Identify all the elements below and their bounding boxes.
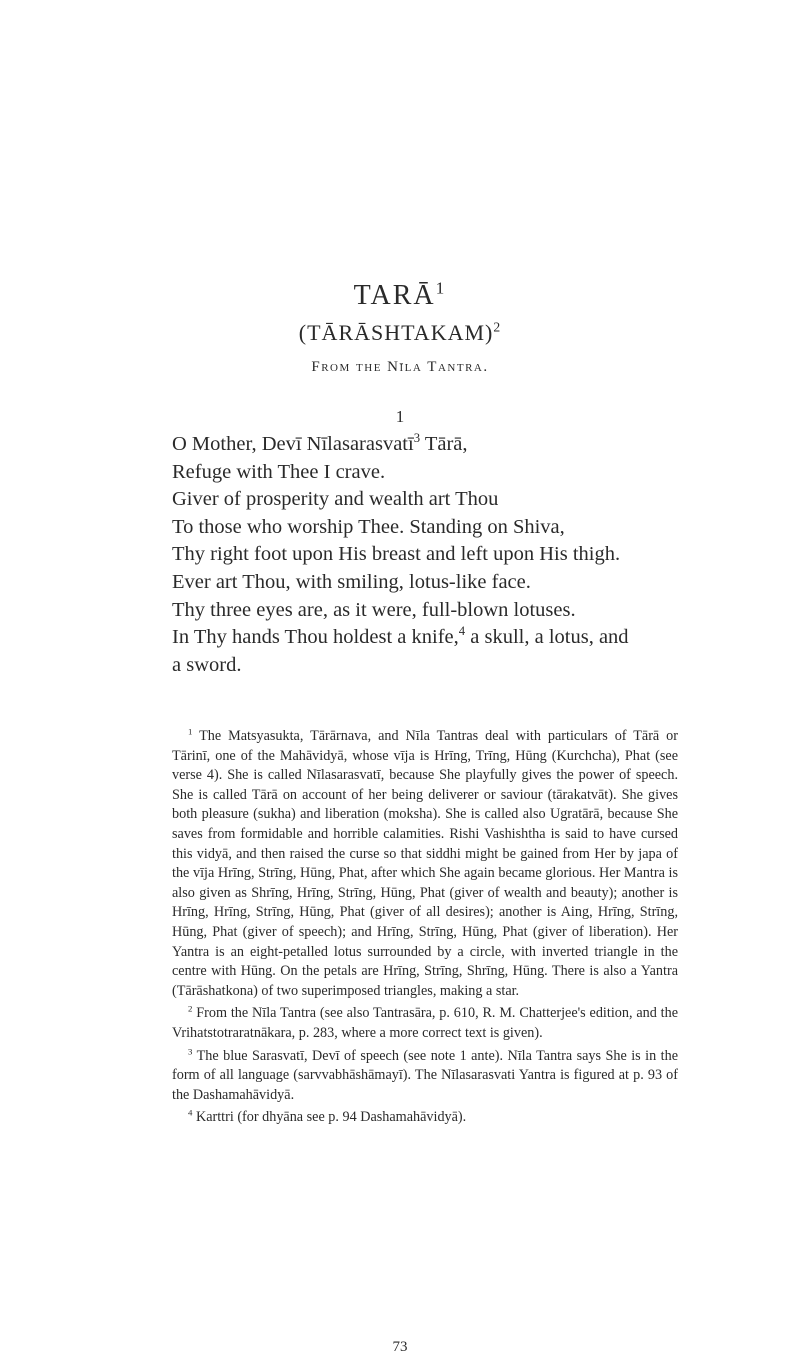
- footnote: [172, 727, 678, 1001]
- footnotes: [172, 727, 678, 1131]
- verse-line: [172, 541, 692, 569]
- footnote-ref: 4: [458, 624, 466, 639]
- verse-line: [172, 459, 692, 487]
- hymn-title: [0, 278, 800, 311]
- source-line: From the Nīla Tantra.: [311, 359, 489, 375]
- verse-line: [172, 514, 692, 542]
- verse-block: [172, 431, 692, 679]
- footnote-text: Karttri (for dhyāna see p. 94 Dashamahāvidyā).: [195, 1109, 467, 1126]
- footnote-marker: 2: [188, 1003, 193, 1014]
- verse-line-text: Giver of prosperity and wealth art Thou: [172, 488, 499, 511]
- verse-line-text: In Thy hands Thou holdest a knife,: [172, 626, 459, 649]
- verse-line-text: Thy three eyes are, as it were, full-blown lotuses.: [172, 598, 576, 621]
- footnote-text: The blue Sarasvatī, Devī of speech (see note 1 ante). Nīla Tantra says She is in the form of all language (sarvvabhāshāmayī). The Nīlasarasvati Yantra is figured at p. 93 of the Dashamahāvidyā.: [172, 1047, 678, 1103]
- verse-line: [172, 597, 692, 625]
- footnote: [172, 1108, 678, 1128]
- verse-line-text: To those who worship Thee. Standing on Shiva,: [172, 515, 565, 538]
- verse-line-text: Tārā,: [420, 433, 468, 455]
- verse-line: [172, 486, 692, 514]
- hymn-subtitle-text: (TĀRĀSHTAKAM): [298, 320, 494, 345]
- verse-line: [172, 652, 692, 680]
- verse-line-text: O Mother, Devī Nīlasarasvatī: [172, 433, 414, 455]
- footnote-marker: 3: [188, 1045, 193, 1056]
- verse-line-text: Refuge with Thee I crave.: [172, 460, 386, 483]
- page-number: 73: [392, 1339, 408, 1355]
- verse-line-text: a skull, a lotus, and: [465, 626, 629, 649]
- verse-number: 1: [395, 407, 405, 426]
- footnote-marker: 1: [188, 726, 193, 737]
- footnote-ref: 3: [413, 431, 421, 446]
- hymn-subtitle: [0, 319, 800, 345]
- verse-line-text: a sword.: [172, 653, 242, 676]
- verse-line: [172, 431, 692, 459]
- verse-line-text: Thy right foot upon His breast and left upon His thigh.: [172, 543, 621, 566]
- verse-line: [172, 624, 692, 652]
- footnote: [172, 1047, 678, 1106]
- hymn-title-text: TARĀ: [353, 280, 436, 311]
- footnote-marker: 4: [188, 1107, 193, 1118]
- footnote-ref-1: 1: [435, 278, 447, 298]
- footnote-text: From the Nīla Tantra (see also Tantrasāra, p. 610, R. M. Chatterjee's edition, and the Vrihatstotraratnākara, p. 283, where a more correct text is given).: [172, 1005, 679, 1041]
- footnote-text: The Matsyasukta, Tārārnava, and Nīla Tantras deal with particulars of Tārā or Tārinī, one of the Mahāvidyā, whose vīja is Hrīng, Trīng, Hūng (Kurchcha), Phat (see verse 4). She is called Nīlasarasvatī, because She playfully gives the power of speech. She is called Tārā on account of her being deliverer or saviour (tārakatvāt). She gives both pleasure (sukha) and liberation (moksha). She is called also Ugratārā, because She saves from formidable and horrible calamities. Rishi Vashishtha is said to have cursed this vidyā, and then raised the curse so that siddhi might be gained from Her by japa of the vīja Hrīng, Strīng, Hūng, Phat, after which She again became glorious. Her Mantra is also given as Shrīng, Hrīng, Strīng, Hūng, Phat (giver of wealth and beauty); another is Hrīng, Hrīng, Strīng, Hūng, Phat (giver of all desires); another is Aing, Hrīng, Strīng, Hūng, Phat (giver of speech); and Hrīng, Strīng, Hūng, Phat (giver of liberation). Her Yantra is an eight-petalled lotus surrounded by a circle, with inverted triangle in the centre with Hūng. On the petals are Hrīng, Strīng, Shrīng, Hūng. There is also a Yantra (Tārāshatkona) of two superimposed triangles, making a star.: [172, 728, 678, 999]
- footnote-ref-2: 2: [493, 319, 502, 335]
- footnote: [172, 1004, 678, 1043]
- verse-line: [172, 569, 692, 597]
- verse-line-text: Ever art Thou, with smiling, lotus-like face.: [172, 570, 531, 593]
